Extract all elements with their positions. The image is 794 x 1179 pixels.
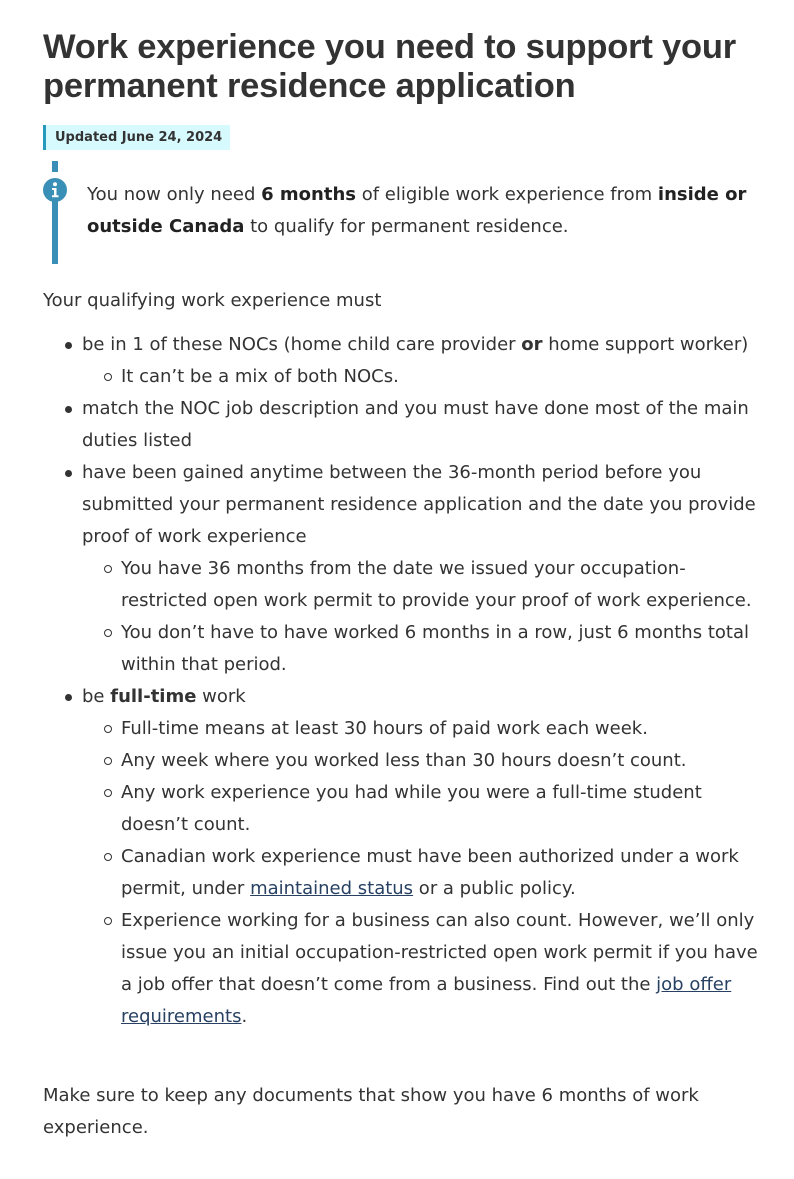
alert-text: to qualify for permanent residence. [244,216,569,237]
updated-date-badge: Updated June 24, 2024 [43,125,230,150]
sub-list-text: Canadian work experience must have been authorized under a work permit, under [121,846,739,899]
list-item-text: be [82,686,111,707]
sub-list-item [82,905,768,1033]
sub-list-item: Any week where you worked less than 30 hours doesn’t count. [82,745,768,777]
sub-list-item: You have 36 months from the date we issued your occupation-restricted open work permit to provide your proof of work experience. [82,553,768,617]
job-offer-requirements-link[interactable]: job offer requirements [121,974,732,1027]
page-content [43,0,768,1138]
list-item-text: work [196,686,246,707]
sub-list-item: Full-time means at least 30 hours of paid work each week. [82,713,768,745]
alert-bar-top [52,161,58,172]
list-item-bold: full-time [110,686,197,707]
sub-list [82,713,768,1033]
list-item-noc [43,329,768,393]
list-item-period [43,457,768,681]
requirements-list [43,329,768,1033]
sub-list-text: or a public policy. [413,878,576,899]
alert-text: of eligible work experience from [356,184,658,205]
sub-list-item: It can’t be a mix of both NOCs. [82,361,768,393]
intro-paragraph: Your qualifying work experience must [43,290,382,311]
list-item-text: have been gained anytime between the 36-month period before you submitted your permanent residence application and the date you provide proof of work experience [82,462,756,547]
sub-list [82,553,768,681]
alert-text: You now only need [87,184,262,205]
sub-list-item [82,841,768,905]
alert-bar [52,201,58,264]
sub-list-item: Any work experience you had while you were a full-time student doesn’t count. [82,777,768,841]
list-item-match: match the NOC job description and you must have done most of the main duties listed [43,393,768,457]
sub-list-item: You don’t have to have worked 6 months in a row, just 6 months total within that period. [82,617,768,681]
maintained-status-link[interactable]: maintained status [250,878,414,899]
sub-list-text: Experience working for a business can also count. However, we’ll only issue you an initial occupation-restricted open work permit if you have a job offer that doesn’t come from a business. Find out the [121,910,758,995]
list-item-text: home support worker) [542,334,749,355]
alert-bold-duration: 6 months [261,184,356,205]
alert-bold-location: inside or outside Canada [87,184,747,237]
closing-paragraph: Make sure to keep any documents that show you have 6 months of work experience. [43,1085,699,1138]
list-item-bold: or [521,334,543,355]
list-item-text: be in 1 of these NOCs (home child care provider [82,334,522,355]
alert-message [87,179,767,243]
list-item-fulltime [43,681,768,1033]
info-icon [43,178,67,202]
page-title: Work experience you need to support your permanent residence application [43,28,737,105]
sub-list-text: . [241,1006,248,1027]
info-alert [43,161,768,265]
sub-list [82,361,768,393]
